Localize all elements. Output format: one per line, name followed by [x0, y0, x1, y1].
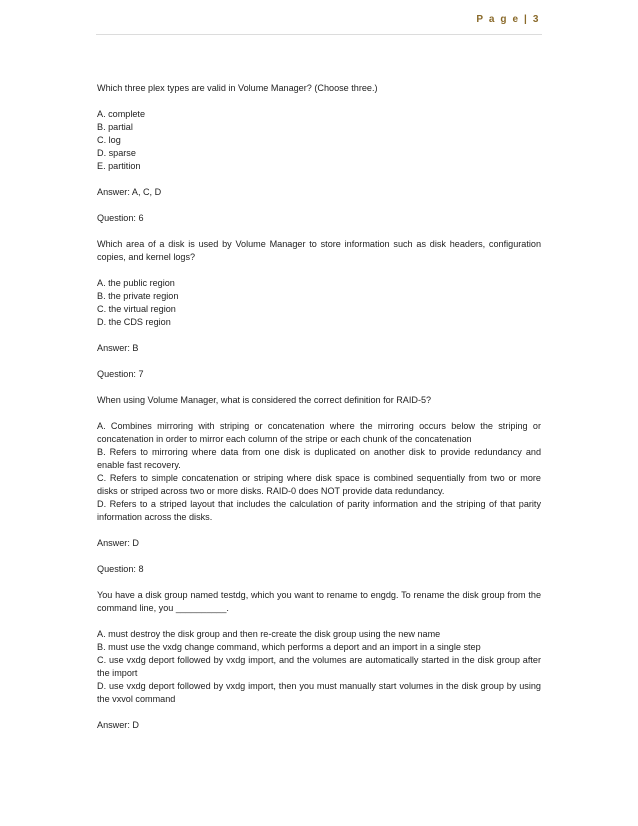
question-8-answer: Answer: D: [97, 720, 139, 730]
question-8-option-b: B. must use the vxdg change command, which performs a deport and an import in a single step: [97, 642, 481, 652]
question-6-option-b: B. the private region: [97, 291, 179, 301]
question-6-option-a: A. the public region: [97, 278, 175, 288]
question-7-option-c: C. Refers to simple concatenation or striping where disk space is combined sequentially from two or more disks or striped across two or more disks. RAID-0 does NOT provide data redundancy.: [97, 473, 541, 496]
question-8-heading: Question: 8: [97, 564, 144, 574]
question-5-option-b: B. partial: [97, 122, 133, 132]
question-5-option-e: E. partition: [97, 161, 141, 171]
question-7-heading: Question: 7: [97, 369, 144, 379]
question-5-option-c: C. log: [97, 135, 121, 145]
question-8-option-c: C. use vxdg deport followed by vxdg import, and the volumes are automatically started in the disk group after the import: [97, 655, 541, 678]
question-7-option-b: B. Refers to mirroring where data from one disk is duplicated on another disk to provide redundancy and enable fast recovery.: [97, 447, 541, 470]
question-7-option-d: D. Refers to a striped layout that includes the calculation of parity information and the striping of that parity information across the disks.: [97, 499, 541, 522]
document-body: [97, 82, 541, 732]
page-number: P a g e | 3: [476, 14, 540, 25]
question-5-option-a: A. complete: [97, 109, 146, 119]
question-6-option-c: C. the virtual region: [97, 304, 176, 314]
question-6-text: Which area of a disk is used by Volume Manager to store information such as disk headers, configuration copies, and kernel logs?: [97, 239, 541, 262]
page-header: [96, 14, 542, 35]
question-7-answer: Answer: D: [97, 538, 139, 548]
question-8-text: You have a disk group named testdg, which you want to rename to engdg. To rename the disk group from the command line, you __________.: [97, 590, 541, 613]
question-5-answer: Answer: A, C, D: [97, 187, 162, 197]
question-5-text: Which three plex types are valid in Volume Manager? (Choose three.): [97, 83, 378, 93]
question-8-option-d: D. use vxdg deport followed by vxdg import, then you must manually start volumes in the disk group by using the vxvol command: [97, 681, 541, 704]
question-6-option-d: D. the CDS region: [97, 317, 171, 327]
question-6-heading: Question: 6: [97, 213, 144, 223]
question-5-option-d: D. sparse: [97, 148, 136, 158]
question-7-option-a: A. Combines mirroring with striping or concatenation where the mirroring occurs below the striping or concatenation in order to mirror each column of the stripe or each chunk of the concatenation: [97, 421, 541, 444]
question-6-answer: Answer: B: [97, 343, 139, 353]
question-7-text: When using Volume Manager, what is considered the correct definition for RAID-5?: [97, 395, 432, 405]
question-8-option-a: A. must destroy the disk group and then re-create the disk group using the new name: [97, 629, 441, 639]
